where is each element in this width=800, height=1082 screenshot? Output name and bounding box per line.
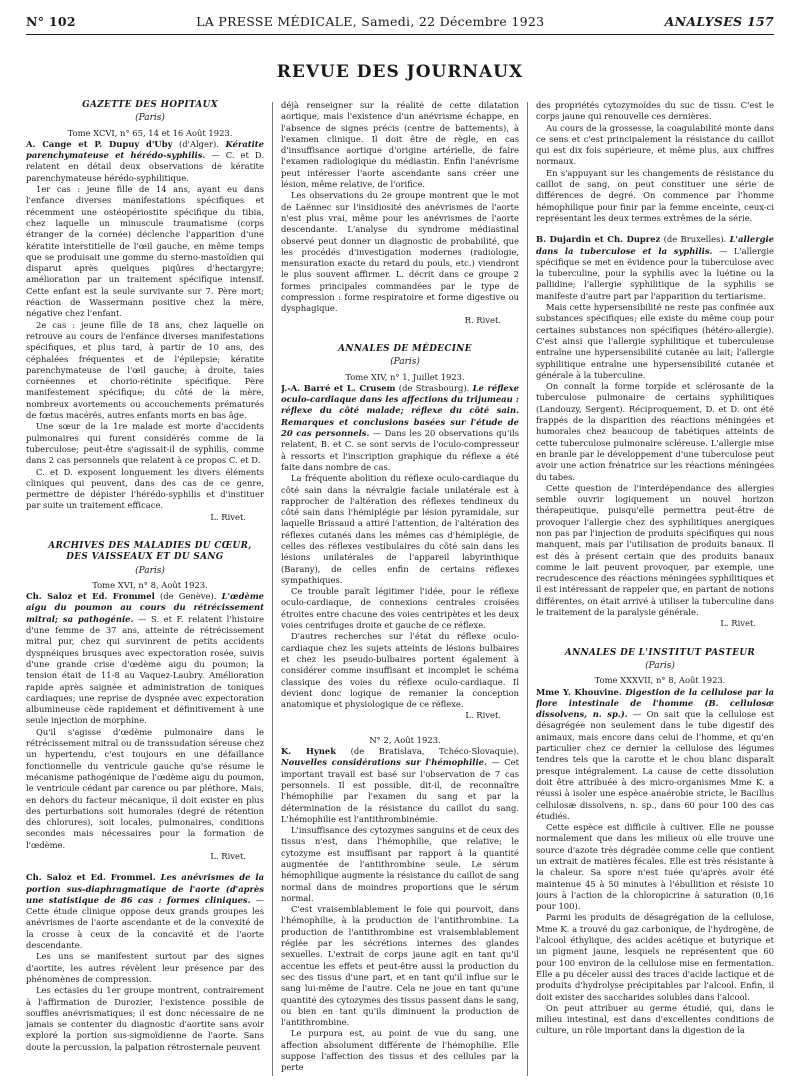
signature: L. Rivet. xyxy=(210,851,246,861)
abstract-lead xyxy=(536,687,774,823)
journal-issue: Tome XCVI, n° 65, 14 et 16 Août 1923. xyxy=(67,127,233,138)
abstract-paragraph: Le purpura est, au point de vue du sang, une affection absolument différente de l'hémophilie. Elle suppose l'affection des tissus et des cellules par la perte xyxy=(281,1028,519,1073)
journal-heading: ARCHIVES DES MALADIES DU CŒUR, DES VAISSEAUX ET DU SANG xyxy=(48,540,252,563)
section-label: ANALYSES 157 xyxy=(664,14,774,29)
abstract-paragraph: Les observations du 2e groupe montrent que le mot de Laënnec sur l'insidiosité des anévrismes de l'aorte n'est plus vrai, même pour les anévrismes de l'aorte descendante. L'analyse du syndrome médiastinal observé peut donner un diagnostic de probabilité, que les procédés d'investigation modernes (radiologie, mensuration exacte du retard du pouls, etc.) viendront le plus souvent affirmer. L. décrit dans ce groupe 2 formes principales commandées par le type de compression : forme respiratoire et forme digestive ou dysphagique. xyxy=(281,190,519,314)
abstract-text: — L'allergie spécifique se met en évidence pour la tuberculose avec la tuberculine, pour la syphilis avec la luétine ou la pallidine; l'allergie syphilitique de la syphilis se manifeste d'autre part par l'apparition du tertiarisme. xyxy=(536,245,774,301)
authors: Ch. Saloz et Ed. Frommel. xyxy=(26,872,156,883)
signature: R. Rivet. xyxy=(464,314,501,325)
abstract-paragraph: C. et D. exposent longuement les divers éléments cliniques qui peuvent, dans des cas de ce genre, permettre de dépister l'hérédo-syphilis et d'instituer par suite un traitement efficace. xyxy=(26,466,264,511)
journal-place: (Paris) xyxy=(390,357,420,368)
author-location: (de Bruxelles). xyxy=(660,234,730,245)
abstract-text: — Dans les 20 observations qu'ils relatent, B. et C. se sont servis de l'oculo-compresseur à ressorts et l'inscription graphique du réflexe a été faite dans nombre de cas. xyxy=(281,428,519,472)
column-2 xyxy=(281,100,519,1076)
article-title: L'allergie dans la tuberculose et la syphilis. xyxy=(536,234,774,256)
signature: L. Rivet. xyxy=(465,710,501,721)
abstract-paragraph: Une sœur de la 1re malade est morte d'accidents pulmonaires qui furent considérés comme de la tuberculose; peut-être s'agissait-il de syphilis, comme dans 2 cas personnels que relatent à ce propos C. et D. xyxy=(26,421,264,466)
author-location: (d'Alger). xyxy=(172,138,226,149)
abstract-paragraph: des propriétés cytozymoïdes du suc de tissu. C'est le corps jaune qui renouvelle ces dernières. xyxy=(536,100,774,122)
authors: K. Hynek xyxy=(281,746,337,757)
abstract-lead xyxy=(26,591,264,727)
journal-place: (Paris) xyxy=(135,565,165,576)
abstract-paragraph: En s'appuyant sur les changements de résistance du caillot de sang, on peut constituer une série de différences de degré. On commence par l'homme hémophilique pour finir par la femme enceinte, ceux-ci représentant les deux termes extrêmes de la série. xyxy=(536,167,774,223)
abstract-paragraph: 2e cas : jeune fille de 18 ans, chez laquelle on retrouve au cours de l'enfance diverses manifestations spécifiques, et plus tard, à partir de 10 ans, des céphalées fréquentes et de l'épilepsie; kératite parenchymateuse de l'œil gauche; à droite, taies cornéennes et chorio-rétinite spécifique. Père manifestement spécifique; du côté de la mère, nombreux avortements ou accouchements prématurés de fœtus macérés, autres enfants morts en bas âge. xyxy=(26,319,264,421)
journal-heading: GAZETTE DES HOPITAUX xyxy=(82,100,218,110)
journal-masthead: LA PRESSE MÉDICALE, Samedi, 22 Décembre 1923 xyxy=(196,14,545,29)
signature: L. Rivet. xyxy=(720,618,756,629)
journal-heading: ANNALES DE L'INSTITUT PASTEUR xyxy=(564,647,756,658)
authors: A. Cange et P. Dupuy d'Uby xyxy=(26,138,173,149)
abstract-paragraph: Ce trouble paraît légitimer l'idée, pour le réflexe oculo-cardiaque, de connexions centrales croisées étroites entre chacune des voies centripètes et les deux voies centrifuges droite et gauche de ce réflexe. xyxy=(281,586,519,631)
authors: B. Dujardin et Ch. Duprez xyxy=(536,234,661,245)
article-title: Kératite parenchymateuse et hérédo-syphilis. xyxy=(26,138,264,161)
article-title: Le réflexe oculo-cardiaque dans les affections du trijumeau : réflexe du côté malade; réflexe du côté sain. Remarques et conclusions basées sur l'étude de 20 cas personnels. xyxy=(281,382,519,439)
abstract-lead xyxy=(281,746,519,825)
abstract-paragraph: Les uns se manifestent surtout par des signes d'aortite, les autres révèlent leur présence par des phénomènes de compression. xyxy=(26,951,264,984)
article-title: Les anévrismes de la portion sus-diaphragmatique de l'aorte (d'après une statistique de 86 cas : formes cliniques. xyxy=(26,872,264,905)
abstract-paragraph: Mais cette hypersensibilité ne reste pas confinée aux substances spécifiques; elle existe du même coup pour certaines substances non spécifiques (hétéro-allergie). C'est ainsi que l'allergie syphilitique et tuberculeuse entraîne une hypersensibilité cutanée au lait; l'allergie syphilitique entraîne une hypersensibilité cutanée et générale à la tuberculine. xyxy=(536,302,774,380)
header-rule xyxy=(26,34,774,35)
journal-place: (Paris) xyxy=(135,113,165,124)
abstract-paragraph: Cette question de l'interdépendance des allergies semble ouvrir logiquement un nouvel horizon thérapeutique, puisqu'elle permettra peut-être de provoquer l'allergie chez des syphilitiques anergiques non pas par l'injection de produits spécifiques qui nous manquent, mais par l'utilisation de produits banaux. Il est dès à présent certain que des produits banaux comme le lait peuvent provoquer, par exemple, une recrudescence des réactions méningées syphilitiques et il est intéressant de rappeler que, en partant de notions différentes, on était arrivé à utiliser la tuberculine dans le traitement de la paralysie générale. xyxy=(536,482,774,618)
abstract-paragraph: déjà renseigner sur la réalité de cette dilatation aortique, mais l'existence d'un anévrisme échappe, en l'absence de signes précis (centre de battements), à l'examen clinique. Il doit être de règle, en cas d'insuffisance aortique d'origine artérielle, de faire l'examen radiologique du médiastin. Enfin l'anévrisme peut intéresser l'aorte ascendante sans créer une lésion, même relative, de l'orifice. xyxy=(281,100,519,190)
abstract-lead xyxy=(536,234,774,302)
page-header xyxy=(26,14,774,32)
abstract-paragraph: Au cours de la grossesse, la coagulabilité monte dans ce sens et c'est principalement la résistance du caillot qui est dix fois supérieure, et même plus, aux chiffres normaux. xyxy=(536,122,774,167)
abstract-text: — Cette étude clinique oppose deux grands groupes les anévrismes de l'aorte ascendante et de la convexité de la crosse à ceux de la concavité et de l'aorte descendante. xyxy=(26,894,264,951)
page-number: N° 102 xyxy=(26,14,76,29)
authors: Ch. Saloz et Ed. Frommel xyxy=(26,591,155,602)
abstract-paragraph: On connaît la forme torpide et sclérosante de la tuberculose pulmonaire de certains syphilitiques (Landouzy, Sergent). Réciproquement, D. et D. ont été frappés de la disparition des réactions méningées et humorales chez beaucoup de tabétiques atteints de cette tuberculose pulmonaire scléreuse. L'allergie mise en branle par le développement d'une tuberculose peut avoir une action frénatrice sur les réactions méningées du tabes. xyxy=(536,381,774,482)
journal-issue: Tome XVI, n° 8, Août 1923. xyxy=(92,579,208,590)
author-location: (de Strasbourg). xyxy=(395,382,473,393)
authors: Mme Y. Khouvine. xyxy=(536,686,622,697)
abstract-paragraph: Parmi les produits de désagrégation de la cellulose, Mme K. a trouvé du gaz carbonique, de l'hydrogène, de l'alcool éthylique, des acides acétique et butyrique et un pigment jaune, lesquels ne représentent que 60 pour 100 environ de la cellulose mise en fermentation. Elle a pu déceler aussi des traces d'acide lactique et de produits d'hydrolyse précipitables par l'alcool. Enfin, il doit exister des saccharides solubles dans l'alcool. xyxy=(536,912,774,1002)
abstract-lead xyxy=(26,139,264,184)
abstract-paragraph: Cette espèce est difficile à cultiver. Elle ne pousse normalement que dans les milieux où elle trouve une source d'azote très dégradée comme celle que contient un extrait de matières fécales. Elle est très résistante à la chaleur. Sa spore n'est tuée qu'après avoir été maintenue 45 à 50 minutes à l'ébullition et résiste 10 jours à l'action de la chloropicrine à saturation (0,16 pour 100). xyxy=(536,822,774,912)
signature: L. Rivet. xyxy=(210,511,246,522)
column-1 xyxy=(26,100,264,1076)
article-title: Nouvelles considérations sur l'hémophilie. xyxy=(281,757,487,768)
abstract-text: — On sait que la cellulose est désagrégée non seulement dans le tube digestif des animaux, mais encore dans celui de l'homme, et qu'en particulier chez ce dernier la cellulose des légumes tendres tels que la carotte et le chou blanc disparaît presque intégralement. La cause de cette dissolution doit être attribuée à des micro-organismes Mme K. a réussi à isoler une espèce anaérobie stricte, le Bacillus cellulosæ dissolvens, n. sp., dans 60 pour 100 des cas étudiés. xyxy=(536,709,774,821)
authors: J.-A. Barré et L. Crusem xyxy=(281,382,396,393)
abstract-paragraph: L'insuffisance des cytozymes sanguins et de ceux des tissus n'est, dans l'hémophilie, que relative; le cytozyme est insuffisant par rapport à la quantité augmentée de l'antithrombine seule. Le sérum hémophilique augmente la résistance du caillot de sang normal dans de moindres proportions que le sérum normal. xyxy=(281,825,519,903)
column-divider xyxy=(527,102,528,1076)
section-title: REVUE DES JOURNAUX xyxy=(276,62,524,82)
abstract-paragraph: C'est vraisemblablement le foie qui pourvoit, dans l'hémophilie, à la production de l'antithrombine. La production de l'antithrombine est vraisemblablement réglée par les sécrétions internes des glandes sexuelles. L'extrait de corps jaune agit en tant qu'il accentue les effets et peut-être aussi la production du sec des tissus d'une part, et en tant qu'il influe sur le sang lui-même de l'autre. Cela ne joue en tant qu'une quantité des cytozymes des tissus passent dans le sang, ou bien en tant qu'ils diminuent la production de l'antithrombine. xyxy=(281,904,519,1028)
article-columns xyxy=(26,100,774,1076)
journal-issue: Tome XXXVII, n° 8, Août 1923. xyxy=(594,675,726,686)
column-divider xyxy=(272,102,273,1076)
abstract-paragraph: Qu'il s'agisse d'œdème pulmonaire dans le rétrécissement mitral ou de transsudation séreuse chez un hypertendu, c'est toujours en une défaillance fonctionnelle du ventricule gauche qu'se résume le mécanisme pathogénique de l'œdème aigu du poumon, le ventricule cédant par carence ou par pléthore. Mais, en dehors du facteur mécanique, il doit exister en plus des perturbations soit humorales (degré de rétention des chlorures), soit locales, pulmonaires, conditions secondes mais nécessaires pour la formation de l'œdème. xyxy=(26,726,264,850)
abstract-text: — Cet important travail est basé sur l'observation de 7 cas personnels. Il est possible, dit-il, de reconnaître l'hémophilie par l'examen du sang et par la détermination de la résistance du caillot du sang. L'hémophilie est l'antithrombinémie. xyxy=(281,757,519,824)
abstract-lead xyxy=(26,872,264,951)
journal-heading: ANNALES DE MÉDECINE xyxy=(338,343,472,354)
abstract-paragraph: D'autres recherches sur l'état du réflexe oculo-cardiaque chez les sujets atteints de lésions bulbaires et chez les pseudo-bulbaires portent également à considérer comme insuffisant et incomplet le schéma classique des voies du réflexe oculo-cardiaque. Il devient donc logique de remanier la conception anatomique et physiologique de ce réflexe. xyxy=(281,631,519,710)
abstract-paragraph: 1er cas : jeune fille de 14 ans, ayant eu dans l'enfance diverses manifestations spécifiques et récemment une ostéopériostite spécifique du tibia, chez laquelle un minuscule traumatisme (corps étranger de la cornée) déclenche l'apparition d'une kératite interstitielle de l'œil gauche, en même temps que se produisait une gomme du sterno-mastoïdien qui disparut après quelques piqûres d'hectargyre; amélioration par un traitement spécifique intensif. Cette enfant est la seule survivante sur 7. Père mort; réaction de Wassermann positive chez la mère, négative chez l'enfant. xyxy=(26,184,264,319)
article-title: L'œdème aigu du poumon au cours du rétrécissement mitral; sa pathogénie. xyxy=(26,591,264,624)
author-location: (de Genève). xyxy=(154,591,222,602)
abstract-lead xyxy=(281,383,519,473)
abstract-paragraph: Les ectasies du 1er groupe montrent, contrairement à l'affirmation de Durozier, l'existence possible de souffles anévrismatiques; il est donc nécessaire de ne jamais se contenter du diagnostic d'aortite sans avoir exploré la portion sus-sigmoïdienne de l'aorte. Sans doute la percussion, la palpation rétrosternale peuvent xyxy=(26,985,264,1052)
abstract-paragraph: La fréquente abolition du réflexe oculo-cardiaque du côté sain dans la névralgie faciale unilatérale est à rapprocher de l'altération des réflexes tendineux du côté sain dans l'hémiplégie par lésion pyramidale, sur laquelle Brissaud a attiré l'attention, de l'altération des réflexes cutanés dans les mêmes cas d'hémiplégie, de celles des réflexes vestibulaires du côté sain dans les lésions unilatérales de l'appareil labyrinthique (Barany), de celles enfin de certains réflexes sympathiques. xyxy=(281,473,519,585)
abstract-text: — C. et D. relatent en détail deux observations de kératite parenchymateuse hérédo-syphilitique. xyxy=(26,150,264,183)
author-location: (de Bratislava, Tchéco-Slovaquie). xyxy=(336,746,519,757)
journal-issue: Tome XIV, n° 1, Juillet 1923. xyxy=(345,371,465,382)
abstract-paragraph: On peut attribuer au germe étudié, qui, dans le milieu intestinal, est dans d'excellentes conditions de culture, un rôle important dans la digestion de la xyxy=(536,1002,774,1036)
abstract-text: — S. et F. relatent l'histoire d'une femme de 37 ans, atteinte de rétrécissement mitral pur, chez qui survinrent de petits accidents dyspnéiques brusques avec expectoration rosée, suivis d'une grande crise d'œdème aigu du poumon; la tension était de 11-8 au Vaquez-Laubry. Amélioration rapide après saignée et administration de toniques cardiaques; une reprise de dyspnée avec expectoration albumineuse cède rapidement et définitivement à une seule injection de morphine. xyxy=(26,613,264,726)
journal-issue: N° 2, Août 1923. xyxy=(369,734,441,745)
column-3 xyxy=(536,100,774,1076)
journal-place: (Paris) xyxy=(645,660,675,671)
article-title: Digestion de la cellulose par la flore intestinale de l'homme (B. cellulosæ dissolvens, n. sp.). xyxy=(536,686,774,720)
